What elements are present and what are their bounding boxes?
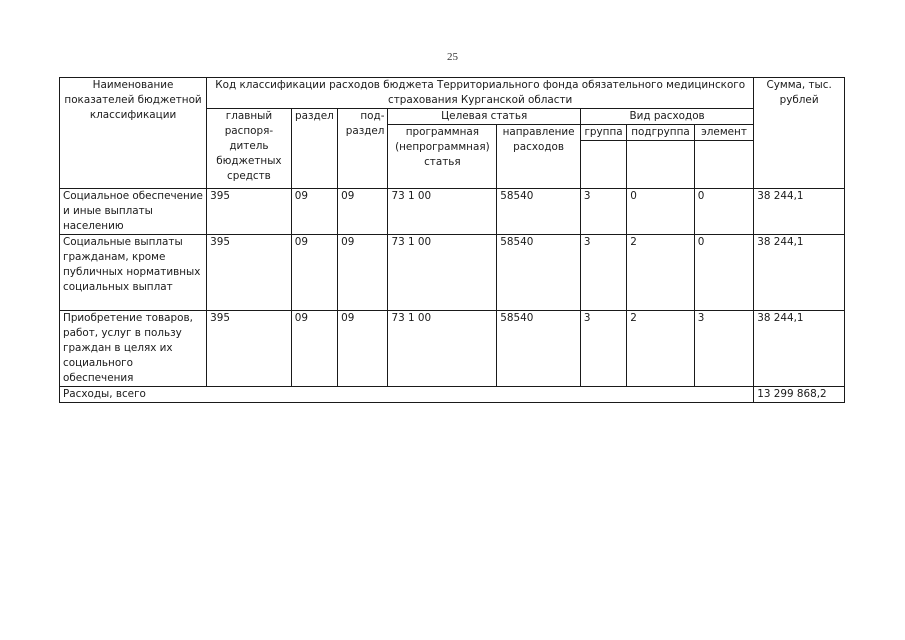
row-element: 0 [694,235,754,311]
row-group: 3 [580,235,626,311]
header-main-manager: главный распоря-дитель бюджетных средств [207,109,292,189]
header-expense-type: Вид расходов [580,109,753,125]
row-name: Социальные выплаты гражданам, кроме публичных нормативных социальных выплат [60,235,207,311]
row-element: 3 [694,311,754,387]
row-direction: 58540 [497,235,581,311]
header-subgroup: подгруппа [627,125,695,141]
table-row [60,235,845,311]
row-direction: 58540 [497,189,581,235]
row-section: 09 [291,311,337,387]
row-section: 09 [291,235,337,311]
row-subgroup: 2 [627,235,695,311]
row-element: 0 [694,189,754,235]
table-row [60,311,845,387]
header-sum-col: Сумма, тыс. рублей [754,78,845,189]
row-subsection: 09 [338,189,388,235]
row-subsection: 09 [338,235,388,311]
row-sum: 38 244,1 [754,189,845,235]
header-element-spacer [694,141,754,189]
total-sum: 13 299 868,2 [754,387,845,403]
row-program: 73 1 00 [388,311,497,387]
row-manager: 395 [207,189,292,235]
header-expense-direction: направление расходов [497,125,581,189]
row-group: 3 [580,311,626,387]
row-sum: 38 244,1 [754,311,845,387]
total-row [60,387,845,403]
page-number: 25 [447,51,458,63]
header-group: группа [580,125,626,141]
row-name: Социальное обеспечение и иные выплаты населению [60,189,207,235]
header-target-article: Целевая статья [388,109,580,125]
header-program-article: программная (непрограммная) статья [388,125,497,189]
header-code-group: Код классификации расходов бюджета Территориального фонда обязательного медицинского страхования Курганской области [207,78,754,109]
budget-table [59,77,845,403]
row-manager: 395 [207,311,292,387]
row-name: Приобретение товаров, работ, услуг в пользу граждан в целях их социального обеспечения [60,311,207,387]
header-row-1 [60,78,845,109]
header-group-spacer [580,141,626,189]
row-subgroup: 2 [627,311,695,387]
header-name-col: Наименование показателей бюджетной классификации [60,78,207,189]
row-program: 73 1 00 [388,189,497,235]
header-section: раздел [291,109,337,189]
row-group: 3 [580,189,626,235]
total-label: Расходы, всего [60,387,754,403]
row-manager: 395 [207,235,292,311]
header-subsection: под-раздел [338,109,388,189]
header-subgroup-spacer [627,141,695,189]
row-subsection: 09 [338,311,388,387]
header-element: элемент [694,125,754,141]
row-direction: 58540 [497,311,581,387]
row-sum: 38 244,1 [754,235,845,311]
row-subgroup: 0 [627,189,695,235]
row-section: 09 [291,189,337,235]
table-row [60,189,845,235]
row-program: 73 1 00 [388,235,497,311]
